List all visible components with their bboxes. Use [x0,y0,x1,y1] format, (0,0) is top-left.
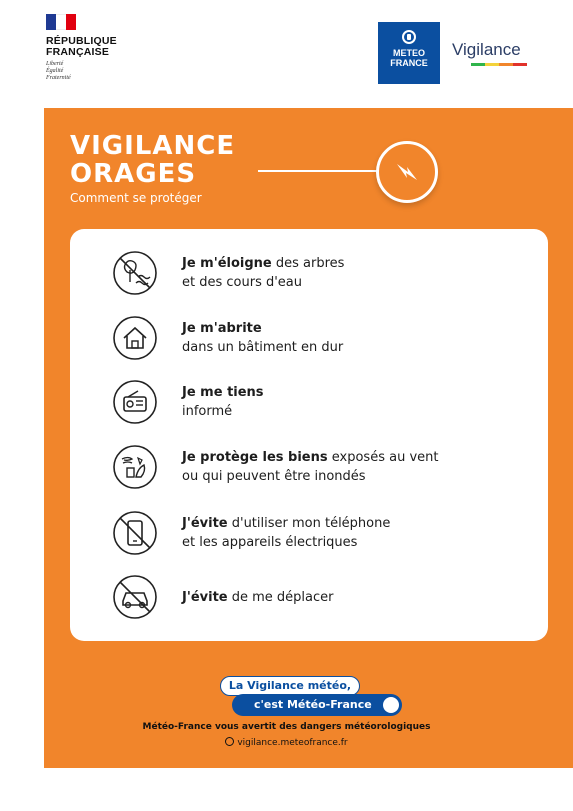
slogan-pill-2 [232,694,402,716]
poster-title [70,132,235,188]
advice-bold: Je m'éloigne [182,256,272,271]
poster-subtitle: Comment se protéger [70,191,202,205]
advice-bold: J'évite [182,516,228,531]
advice-line2: informé [182,404,233,419]
advice-item-informed [112,378,532,426]
advice-bold: Je protège les biens [182,450,328,465]
house-icon [112,315,158,361]
footer-url[interactable] [0,737,573,748]
advice-text [182,448,438,486]
motto-egalite: Égalité [46,68,64,74]
advice-bold: Je m'abrite [182,321,262,336]
french-flag-icon [46,14,76,30]
meteo-france-logo [378,22,440,84]
slogan-pill-1: La Vigilance météo, [220,676,360,696]
meteo-france-emblem-icon [402,30,416,44]
meteo-line1: METEO [392,48,425,58]
footer-tagline: Météo-France vous avertit des dangers météorologiques [142,722,431,732]
republique-francaise-logo [46,14,117,82]
header [0,0,573,108]
advice-text [182,514,390,552]
advice-text [182,588,334,607]
footer-url-text[interactable]: vigilance.meteofrance.fr [237,738,348,748]
advice-rest: d'utiliser mon téléphone [227,516,391,531]
advice-line2: et des cours d'eau [182,275,303,290]
advice-item-property [112,443,532,491]
advice-bold: J'évite [182,589,228,605]
advice-text [182,254,344,292]
vigilance-bar-0 [471,63,485,66]
car-prohibited-icon [112,574,158,620]
republic-line2: FRANÇAISE [46,46,110,58]
advice-item-trees [112,249,532,297]
advice-bold: Je me tiens [182,385,264,400]
title-line1: VIGILANCE [70,131,236,161]
motto-fraternite: Fraternité [46,75,71,81]
vigilance-bar-3 [513,63,527,66]
trees-water-prohibited-icon [112,250,158,296]
advice-rest: des arbres [271,256,345,271]
republic-line1: RÉPUBLIQUE [46,35,117,47]
advice-card [70,229,548,641]
orange-poster-panel [44,108,573,768]
lightning-icon [376,141,438,203]
title-divider [258,170,378,172]
globe-icon [225,737,234,746]
vigilance-logo-text: Vigilance [452,40,521,59]
advice-item-travel [112,573,532,621]
advice-text [182,383,264,421]
advice-text [182,319,343,357]
advice-line2: dans un bâtiment en dur [182,340,344,355]
meteo-line2: FRANCE [390,58,428,68]
slogan-pill-2-text: c'est Météo-France [254,698,372,711]
advice-rest: exposés au vent [327,450,439,465]
advice-item-shelter [112,314,532,362]
vigilance-bar-1 [485,63,499,66]
advice-rest: de me déplacer [227,589,334,605]
phone-prohibited-icon [112,510,158,556]
motto-liberte: Liberté [46,61,64,67]
advice-line2: et les appareils électriques [182,535,358,550]
vigilance-bar-2 [499,63,513,66]
radio-icon [112,379,158,425]
toggle-knob-icon [383,697,399,713]
advice-item-phone [112,509,532,557]
property-protection-icon [112,444,158,490]
motto [46,61,117,82]
title-line2: ORAGES [70,159,197,189]
vigilance-color-bars [471,63,527,66]
advice-line2: ou qui peuvent être inondés [182,469,366,484]
